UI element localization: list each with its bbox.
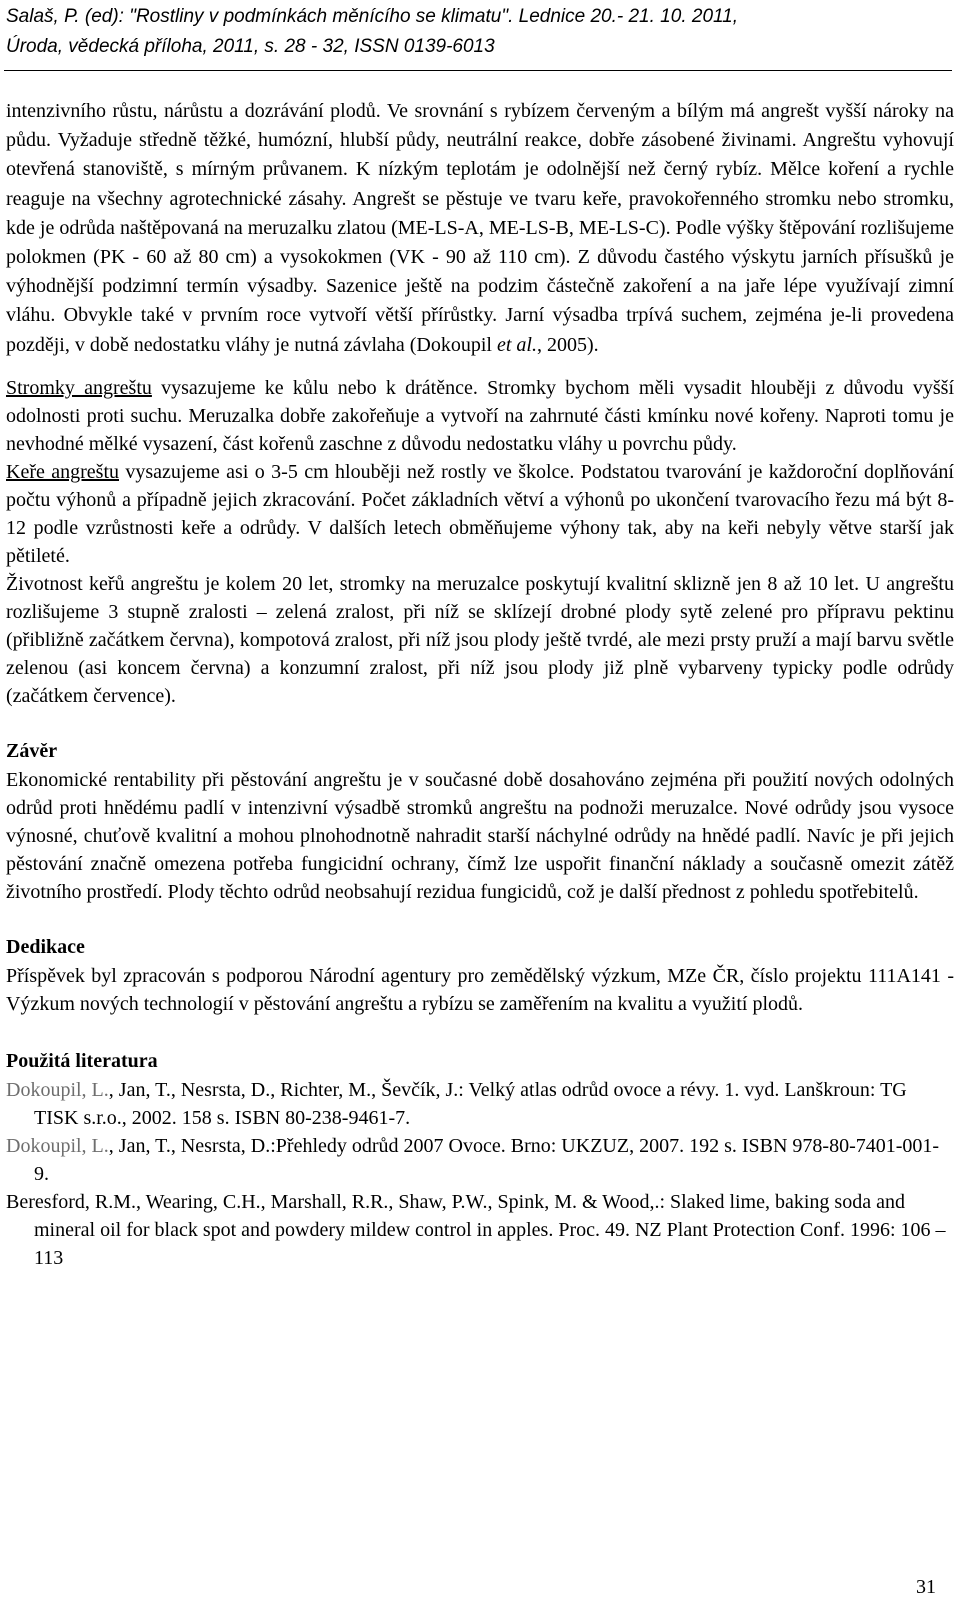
header-line-2: Úroda, vědecká příloha, 2011, s. 28 - 32, ISSN 0139-6013 xyxy=(6,36,495,57)
header-line-1: Salaš, P. (ed): "Rostliny v podmínkách měnícího se klimatu". Lednice 20.- 21. 10. 2011, xyxy=(6,6,739,27)
reference-author: Dokoupil, L. xyxy=(6,1078,109,1101)
zaver-heading: Závěr xyxy=(6,739,58,762)
reference-item: Dokoupil, L., Jan, T., Nesrsta, D., Richter, M., Ševčík, J.: Velký atlas odrůd ovoce a révy. 1. vyd. Lanškroun: TG TISK s.r.o., 2002. 158 s. ISBN 80-238-9461-7. xyxy=(6,1078,907,1129)
page-number: 31 xyxy=(916,1576,936,1598)
dedikace-heading: Dedikace xyxy=(6,935,85,958)
body-column xyxy=(6,97,954,1272)
zivotnost-paragraph: Životnost keřů angreštu je kolem 20 let, stromky na meruzalce poskytují kvalitní sklizně jen 8 až 10 let. U angreštu rozlišujeme 3 stupně zralosti – zelená zralost, při níž se sklízejí drobné plody sytě zelené pro přípravu pektinu (přibližně začátkem června), kompotová zralost, při níž jsou plody ještě tvrdé, ale mezi prsty pruží a mají barvu světle zelenou (asi koncem června) a konzumní zralost, při níž jsou plody již plně vybarveny typicky podle odrůdy (začátkem července). xyxy=(6,572,954,707)
literatura-heading: Použitá literatura xyxy=(6,1049,158,1072)
zaver-paragraph: Ekonomické rentability při pěstování angreštu je v současné době dosahováno zejména při použití nových odolných odrůd proti hnědému padlí v intenzivní výsadbě stromků angreštu na podnoži meruzalce. Nové odrůdy jsou vysoce výnosné, chuťově kvalitní a mohou plnohodnotně nahradit starší náchylné odrůdy na hnědé padlí. Navíc je při jejich pěstování značně omezena potřeba fungicidní ochrany, čímž lze uspořit finanční náklady a současně omezit zátěž životního prostředí. Plody těchto odrůd neobsahují rezidua fungicidů, což je další přednost z pohledu spotřebitelů. xyxy=(6,768,954,903)
reference-author: Beresford, R.M. xyxy=(6,1190,136,1213)
kere-paragraph: Keře angreštu vysazujeme asi o 3-5 cm hlouběji než rostly ve školce. Podstatou tvarování je každoroční doplňování počtu výhonů a případně jejich zkracování. Počet základních větví a výhonů po ukončení tvarovacího řezu má být 8-12 podle vzrůstnosti keře a odrůdy. V dalších letech obměňujeme výhony tak, aby na keři nebyly větve starší jak pětileté. xyxy=(6,460,954,567)
intro-paragraph: intenzivního růstu, nárůstu a dozrávání plodů. Ve srovnání s rybízem červeným a bílým má angrešt vyšší nároky na půdu. Vyžaduje středně těžké, humózní, hlubší půdy, neutrální reakce, dobře zásobené živinami. Angreštu vyhovují otevřená stanoviště, s mírným průvanem. K nízkým teplotám je odolnější než černý rybíz. Mělce koření a rychle reaguje na všechny agrotechnické zásahy. Angrešt se pěstuje ve tvaru keře, pravokořenného stromku nebo stromku, kde je odrůda naštěpovaná na meruzalku zlatou (ME-LS-A, ME-LS-B, ME-LS-C). Podle výšky štěpování rozlišujeme polokmen (PK - 60 až 80 cm) a vysokokmen (VK - 90 až 110 cm). Z důvodu častého výskytu jarních přísušků je výhodnější podzimní termín výsadby. Sazenice ještě na podzim částečně zakoření a na jaře lépe využívají zimní vláhu. Obvykle také v prvním roce vytvoří větší přírůstky. Jarní výsadba trpívá suchem, zejména je-li provedena později, v době nedostatku vláhy je nutná závlaha (Dokoupil et al., 2005). xyxy=(6,100,954,356)
kere-term: Keře angreštu xyxy=(6,460,119,483)
reference-item: Beresford, R.M., Wearing, C.H., Marshall, R.R., Shaw, P.W., Spink, M. & Wood,.: Slaked lime, baking soda and mineral oil for black spot and powdery mildew control in apples. Proc. 49. NZ Plant Protection Conf. 1996: 106 –113 xyxy=(6,1190,946,1269)
reference-author: Dokoupil, L. xyxy=(6,1134,109,1157)
reference-item: Dokoupil, L., Jan, T., Nesrsta, D.:Přehledy odrůd 2007 Ovoce. Brno: UKZUZ, 2007. 192 s. ISBN 978-80-7401-001-9. xyxy=(6,1134,940,1185)
dedikace-paragraph: Příspěvek byl zpracován s podporou Národní agentury pro zemědělský výzkum, MZe ČR, číslo projektu 111A141 - Výzkum nových technologií v pěstování angreštu a rybízu se zaměřením na kvalitu a využití plodů. xyxy=(6,964,954,1015)
stromky-term: Stromky angreštu xyxy=(6,376,152,399)
running-header xyxy=(6,2,952,62)
stromky-paragraph: Stromky angreštu vysazujeme ke kůlu nebo k drátěnce. Stromky bychom měli vysadit hlouběji z důvodu vyšší odolnosti proti suchu. Meruzalka dobře zakořeňuje a vytvoří na zahrnuté části kmínku nové kořeny. Naproti tomu je nevhodné mělké vysazení, část kořenů zaschne z důvodu nedostatku vláhy u povrchu půdy. xyxy=(6,376,954,455)
citation-etal: et al. xyxy=(496,333,537,356)
header-rule xyxy=(4,70,952,71)
reference-list xyxy=(6,1076,954,1272)
